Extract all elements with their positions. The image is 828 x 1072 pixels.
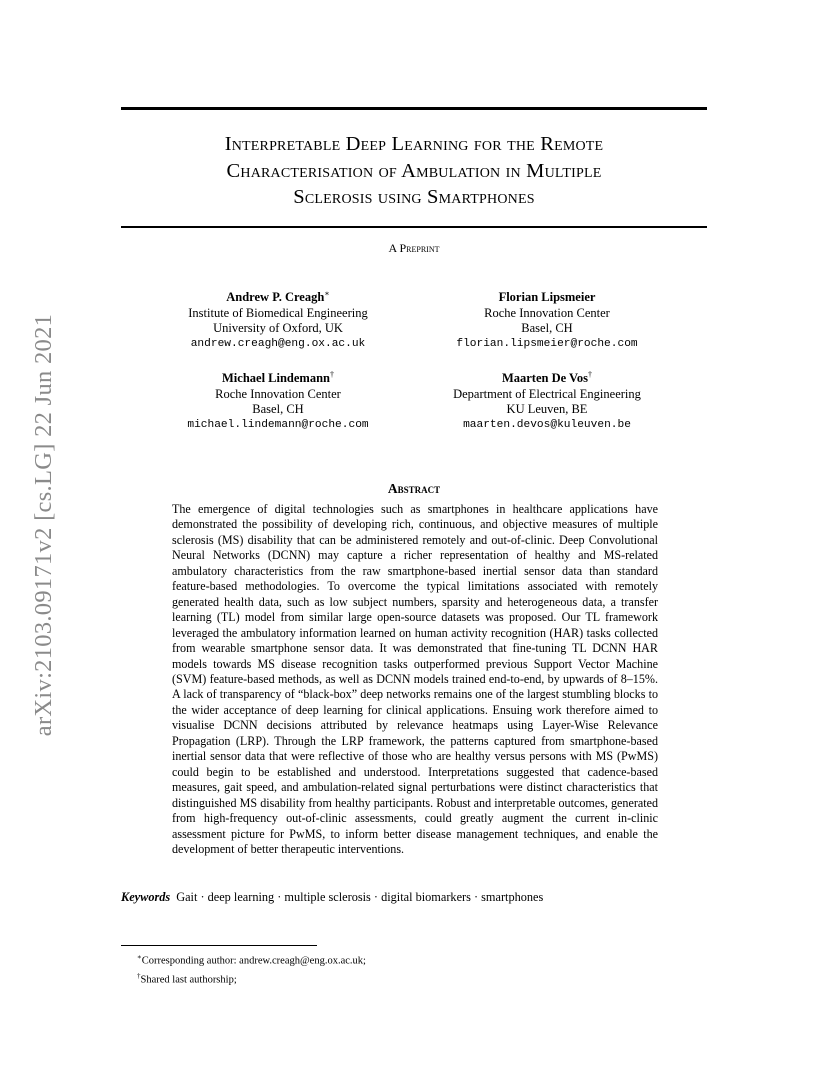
footnote-text: Shared last authorship;	[140, 974, 237, 985]
author-affiliation: Basel, CH	[521, 321, 573, 336]
arxiv-sidebar-stamp: arXiv:2103.09171v2 [cs.LG] 22 Jun 2021	[30, 313, 57, 737]
footnote-mark: †	[137, 971, 141, 980]
author-mark: ∗	[324, 289, 330, 298]
author-name: Maarten De Vos†	[501, 370, 593, 386]
footnote	[137, 969, 366, 988]
author-block	[148, 286, 408, 352]
title-rule-top	[121, 107, 707, 110]
author-email: maarten.devos@kuleuven.be	[463, 418, 631, 431]
abstract-text: The emergence of digital technologies such as smartphones in healthcare applications have demonstrated the possibility of developing rich, continuous, and objective measures of multiple sclerosis (MS) disability that can be administered remotely and out-of-clinic. Deep Convolutional Neural Networks (DCNN) may capture a richer representation of healthy and MS-related ambulatory characteristics from the raw smartphone-based inertial sensor data than standard feature-based methodologies. To overcome the typical limitations associated with remotely generated health data, such as low subject numbers, sparsity and heterogeneous data, a transfer learning (TL) model from similar large open-source datasets was proposed. Our TL framework leveraged the ambulatory information learned on human activity recognition (HAR) tasks collected from wearable smartphone sensor data. It was demonstrated that fine-tuning TL DCNN HAR models towards MS disease recognition tasks outperformed previous Support Vector Machine (SVM) feature-based methods, as well as DCNN models trained end-to-end, by upwards of 8–15%. A lack of transparency of “black-box” deep networks remains one of the largest stumbling blocks to the wider acceptance of deep learning for clinical applications. Ensuing work therefore aimed to visualise DCNN decisions attributed by relevance heatmaps using Layer-Wise Relevance Propagation (LRP). Through the LRP framework, the patterns captured from smartphone-based inertial sensor data that were reflective of those who are healthy versus persons with MS (PwMS) could begin to be established and understood. Interpretations suggested that cadence-based measures, gait speed, and ambulation-related signal perturbations were distinct characteristics that distinguished MS disability from healthy participants. Robust and interpretable outcomes, generated from high-frequency out-of-clinic assessments, could greatly augment the current in-clinic assessment picture for PwMS, to inform better disease management techniques, and enable the development of better therapeutic interventions.	[172, 502, 658, 856]
author-affiliation: Basel, CH	[252, 402, 304, 417]
abstract-heading: Abstract	[387, 481, 441, 496]
author-affiliation: Roche Innovation Center	[215, 386, 341, 401]
author-mark: †	[330, 370, 334, 379]
author-email: florian.lipsmeier@roche.com	[456, 337, 638, 350]
keywords-line	[121, 890, 707, 905]
title-rule-bottom	[121, 226, 707, 228]
footnote-text: Corresponding author: andrew.creagh@eng.ox.ac.uk;	[141, 955, 366, 967]
author-affiliation: KU Leuven, BE	[506, 402, 588, 417]
title-line: Characterisation of Ambulation in Multiple	[226, 159, 602, 182]
footnote-rule	[121, 945, 317, 946]
author-block	[417, 367, 677, 433]
author-name: Andrew P. Creagh∗	[226, 289, 330, 305]
author-affiliation: Institute of Biomedical Engineering	[188, 305, 368, 320]
author-name: Florian Lipsmeier	[498, 290, 596, 305]
title-line: Interpretable Deep Learning for the Remote	[224, 133, 604, 155]
author-email: michael.lindemann@roche.com	[187, 418, 369, 431]
author-affiliation: Roche Innovation Center	[484, 305, 610, 320]
keywords-label: Keywords	[121, 890, 171, 904]
author-affiliation: Department of Electrical Engineering	[453, 386, 641, 401]
preprint-label: A Preprint	[388, 241, 440, 255]
author-affiliation: University of Oxford, UK	[213, 321, 343, 336]
footnotes	[137, 950, 366, 987]
author-email: andrew.creagh@eng.ox.ac.uk	[190, 337, 366, 350]
author-block	[148, 367, 408, 433]
paper-title	[121, 131, 707, 211]
footnote	[137, 950, 366, 969]
author-name: Michael Lindemann†	[222, 370, 334, 386]
author-mark: †	[588, 370, 593, 379]
keywords-list: Gait · deep learning · multiple sclerosis · digital biomarkers · smartphones	[176, 890, 544, 904]
footnote-mark: ∗	[137, 953, 142, 961]
author-block	[417, 286, 677, 352]
title-line: Sclerosis using Smartphones	[293, 186, 535, 208]
